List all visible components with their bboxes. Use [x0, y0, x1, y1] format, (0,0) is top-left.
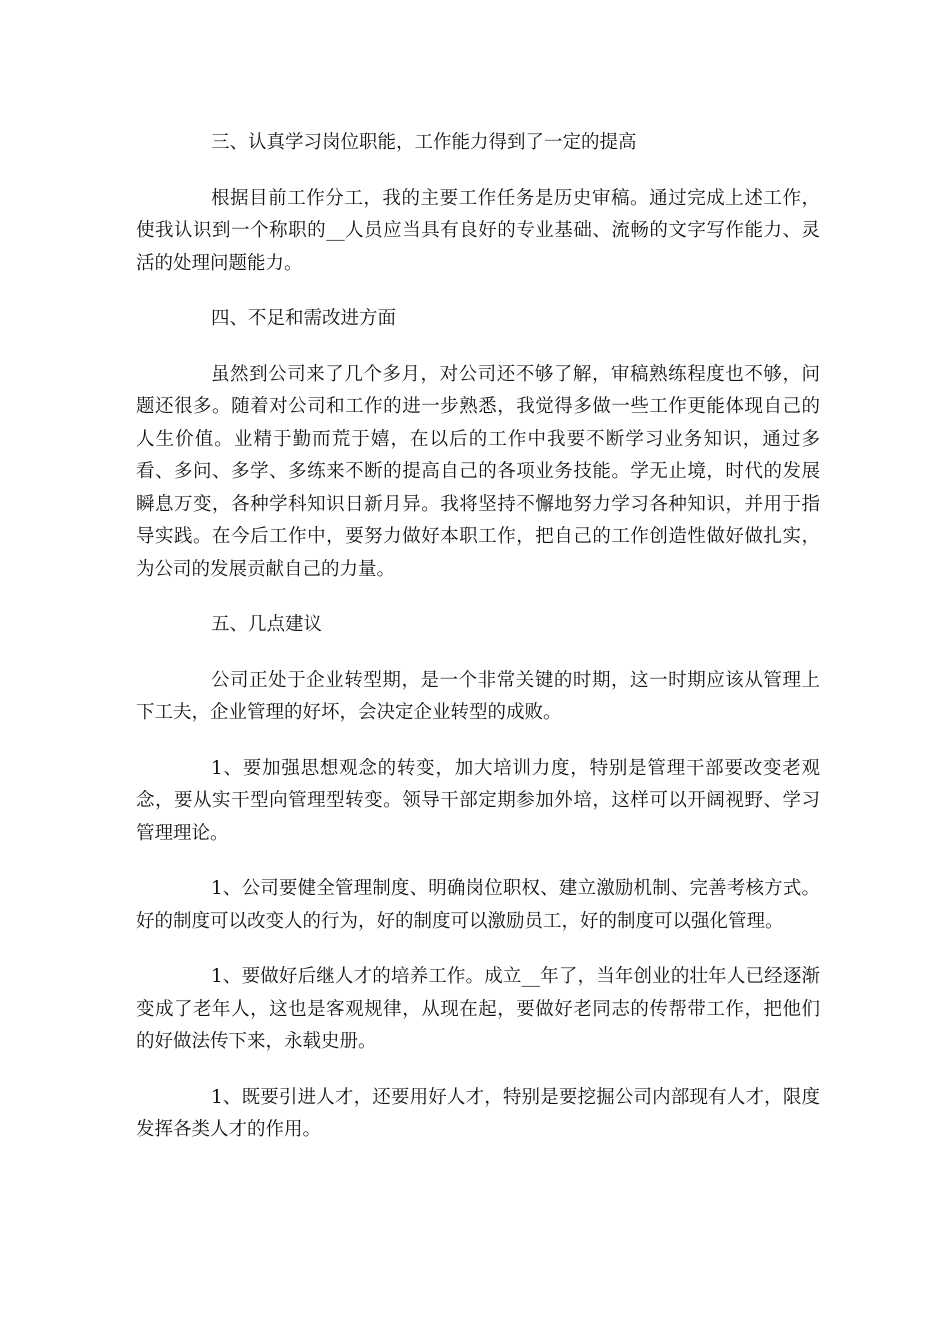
- document-body: [136, 127, 820, 1170]
- paragraph-shortcomings: 虽然到公司来了几个多月，对公司还不够了解，审稿熟练程度也不够，问题还很多。随着对公司和工作的进一步熟悉，我觉得多做一些工作更能体现自己的人生价值。业精于勤而荒于嬉，在以后的工作中我要不断学习业务知识，通过多看、多问、多学、多练来不断的提高自己的各项业务技能。学无止境，时代的发展瞬息万变，各种学科知识日新月异。我将坚持不懈地努力学习各种知识，并用于指导实践。在今后工作中，要努力做好本职工作，把自己的工作创造性做好做扎实，为公司的发展贡献自己的力量。: [136, 363, 820, 580]
- paragraph-suggestion-2: 1、公司要健全管理制度、明确岗位职权、建立激励机制、完善考核方式。好的制度可以改变人的行为，好的制度可以激励员工，好的制度可以强化管理。: [136, 878, 820, 932]
- paragraph-suggestion-4: 1、既要引进人才，还要用好人才，特别是要挖掘公司内部现有人才，限度发挥各类人才的作用。: [136, 1086, 820, 1140]
- paragraph-suggestion-3: 1、要做好后继人才的培养工作。成立__年了，当年创业的壮年人已经逐渐变成了老年人，这也是客观规律，从现在起，要做好老同志的传帮带工作，把他们的好做法传下来，永载史册。: [136, 966, 820, 1052]
- paragraph-suggestions-intro: 公司正处于企业转型期，是一个非常关键的时期，这一时期应该从管理上下工夫，企业管理的好坏，会决定企业转型的成败。: [136, 669, 820, 723]
- section-heading-4: 四、不足和需改进方面: [211, 308, 397, 329]
- paragraph-job-duties: 根据目前工作分工，我的主要工作任务是历史审稿。通过完成上述工作，使我认识到一个称职的__人员应当具有良好的专业基础、流畅的文字写作能力、灵活的处理问题能力。: [136, 187, 820, 274]
- section-heading-3: 三、认真学习岗位职能，工作能力得到了一定的提高: [211, 132, 637, 153]
- section-heading-5: 五、几点建议: [211, 614, 323, 635]
- paragraph-suggestion-1: 1、要加强思想观念的转变，加大培训力度，特别是管理干部要改变老观念，要从实干型向管理型转变。领导干部定期参加外培，这样可以开阔视野、学习管理理论。: [136, 757, 820, 844]
